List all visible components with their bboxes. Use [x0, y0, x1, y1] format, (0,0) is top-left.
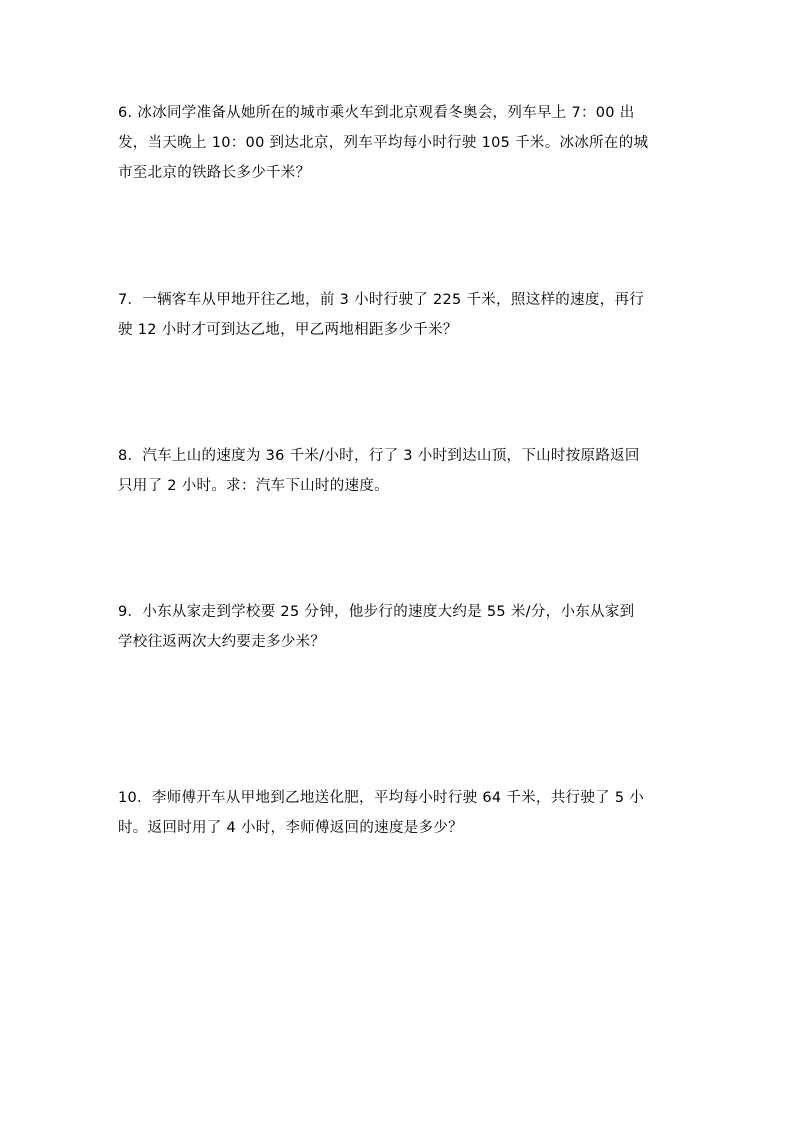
question-9-line-2: 学校往返两次大约要走多少米？: [118, 634, 326, 650]
question-6-line-1: 6. 冰冰同学准备从她所在的城市乘火车到北京观看冬奥会，列车早上 7：00 出: [118, 105, 635, 121]
question-9-line-1: 9．小东从家走到学校要 25 分钟，他步行的速度大约是 55 米/分，小东从家到: [118, 604, 635, 620]
question-9: [118, 597, 678, 657]
question-6-line-3: 市至北京的铁路长多少千米？: [118, 165, 311, 181]
question-8-line-1: 8．汽车上山的速度为 36 千米/小时，行了 3 小时到达山顶，下山时按原路返回: [118, 448, 640, 464]
question-7-line-2: 驶 12 小时才可到达乙地，甲乙两地相距多少千米？: [118, 322, 458, 338]
question-8: [118, 441, 678, 501]
question-7-line-1: 7．一辆客车从甲地开往乙地，前 3 小时行驶了 225 千米，照这样的速度，再行: [118, 292, 645, 308]
question-6-line-2: 发，当天晚上 10：00 到达北京，列车平均每小时行驶 105 千米。冰冰所在的城: [118, 135, 649, 151]
question-10-line-2: 时。返回时用了 4 小时，李师傅返回的速度是多少？: [118, 820, 463, 836]
question-6: [118, 98, 678, 188]
question-7: [118, 285, 678, 345]
question-10: [118, 783, 678, 843]
question-8-line-2: 只用了 2 小时。求：汽车下山时的速度。: [118, 478, 389, 494]
question-10-line-1: 10．李师傅开车从甲地到乙地送化肥，平均每小时行驶 64 千米，共行驶了 5 小: [118, 790, 645, 806]
